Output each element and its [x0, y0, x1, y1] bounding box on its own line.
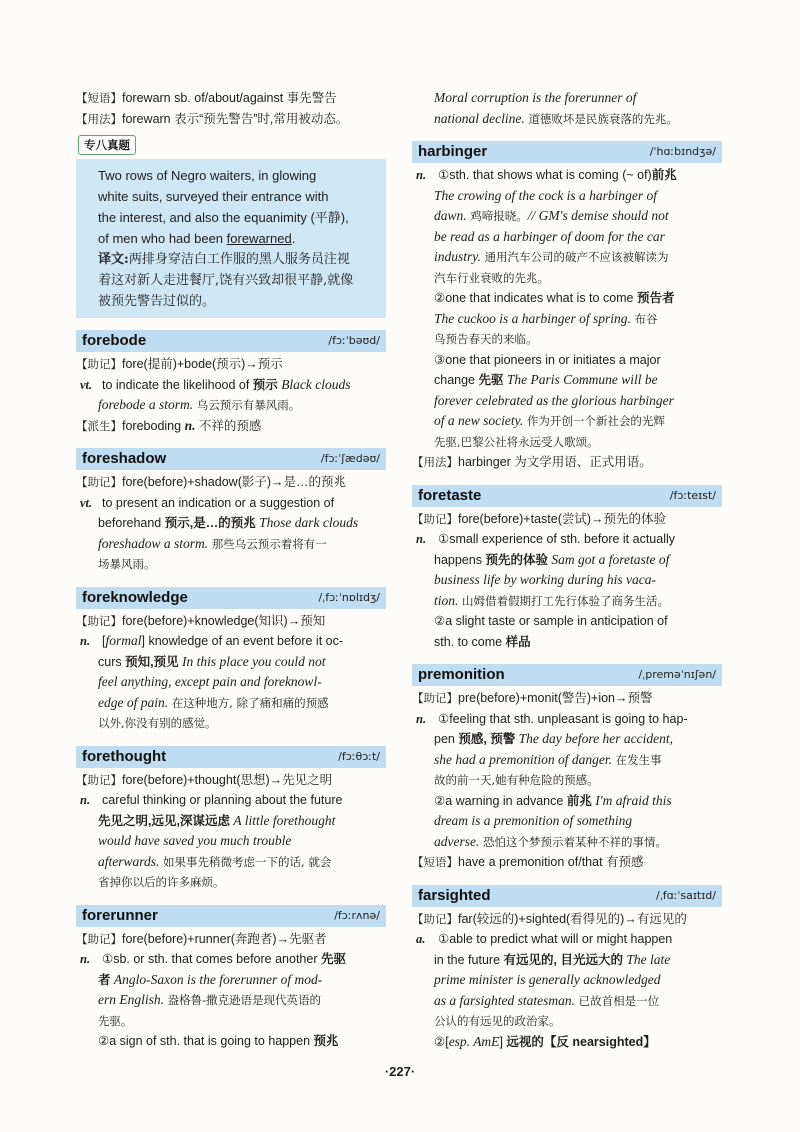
- definition-cn: 预示,是…的预兆: [164, 516, 256, 530]
- example-line: feel anything, except pain and foreknowl-: [98, 674, 322, 689]
- example-cn: 在这种地方, 除了痛和痛的预感: [168, 695, 329, 710]
- usage-text: forewarn 表示“预先警告”时,常用被动态。: [122, 111, 349, 126]
- example-cn-line: 场暴风雨。: [98, 557, 156, 571]
- example-text: national decline.: [434, 110, 525, 126]
- example-cn-line: 先驱。: [98, 1013, 133, 1028]
- example-cn: 作为开创一个新社会的光辉: [523, 414, 665, 428]
- example-cn: 通用汽车公司的破产不应该被解读为: [480, 250, 669, 264]
- phonetic: /ˌpreməˈnɪʃən/: [638, 668, 716, 681]
- phrase-text: have a premonition of/that 有预感: [458, 855, 644, 869]
- phrase-tag: 【短语】: [412, 855, 458, 869]
- definition-line: [76, 811, 386, 832]
- definition-text: ①able to predict what will or might happen: [438, 932, 673, 946]
- part-of-speech: n.: [416, 168, 427, 182]
- example-text: Anglo-Saxon is the forerunner of mod-: [110, 971, 323, 987]
- mnemonic-line: [412, 909, 722, 930]
- headword: foreknowledge: [82, 588, 188, 606]
- entry-header-foretaste: [412, 485, 722, 507]
- definition-line: [76, 1031, 386, 1052]
- definition-text: ] knowledge of an event before it oc-: [141, 634, 344, 648]
- definition-text: ①small experience of sth. before it actually: [438, 532, 676, 546]
- example-cn: 鸡啼报晓。: [466, 209, 528, 223]
- example-text: afterwards.: [98, 853, 160, 869]
- part-of-speech: vt.: [80, 377, 93, 392]
- definition-line: [76, 949, 386, 970]
- definition-line: [412, 929, 722, 950]
- example-line: be read as a harbinger of doom for the car: [434, 228, 665, 244]
- mnemonic-text: fore(before)+knowledge(知识)→预知: [122, 613, 326, 628]
- part-of-speech: n.: [80, 634, 91, 648]
- mnemonic-tag: 【助记】: [412, 691, 458, 705]
- example-text: The late: [622, 951, 671, 967]
- example-line: [412, 991, 722, 1012]
- quiz-line: Two rows of Negro waiters, in glowing: [98, 168, 317, 183]
- example-line: [76, 990, 386, 1011]
- mnemonic-line: [76, 611, 386, 632]
- quiz-line: [98, 228, 378, 249]
- example-text: The cuckoo is a harbinger of spring.: [434, 310, 631, 326]
- phonetic: /ˈhɑːbɪndʒə/: [649, 145, 716, 158]
- definition-text: ②a warning in advance: [434, 793, 567, 808]
- example-line: [412, 750, 722, 771]
- definition-line: [412, 370, 722, 391]
- definition-text: sth. to come: [434, 634, 506, 649]
- headword: forethought: [82, 747, 167, 765]
- example-text: ern English.: [98, 992, 164, 1007]
- example-cn-line: 公认的有远见的政治家。: [434, 1014, 561, 1028]
- mnemonic-tag: 【助记】: [76, 931, 122, 946]
- definition-text: ]: [499, 1034, 507, 1049]
- mnemonic-text: fore(before)+shadow(影子)→是…的预兆: [122, 475, 347, 489]
- example-text: Black clouds: [277, 376, 351, 392]
- definition-line: [412, 791, 722, 812]
- entry-header-forebode: [76, 330, 386, 352]
- phonetic: /fɔːˈʃædəʊ/: [320, 452, 380, 465]
- example-cn: 恐怕这个梦预示着某种不祥的事情。: [479, 834, 668, 849]
- mnemonic-tag: 【助记】: [412, 911, 458, 926]
- definition-text: [: [102, 634, 106, 648]
- example-line: [412, 309, 722, 330]
- definition-text: ②a sign of sth. that is going to happen: [98, 1034, 314, 1048]
- part-of-speech: n.: [184, 417, 196, 433]
- entry-header-premonition: [412, 664, 722, 686]
- definition-line: [412, 950, 722, 971]
- definition-text: ②[: [434, 1034, 449, 1049]
- definition-cn: 者: [98, 972, 111, 987]
- translation-text: 两排身穿洁白工作服的黑人服务员注视: [128, 252, 350, 267]
- definition-cn: 预先的体验: [485, 552, 548, 567]
- usage-line: [76, 109, 386, 130]
- usage-tag: 【用法】: [76, 111, 122, 126]
- definition-cn: 预知,预见: [125, 654, 179, 669]
- example-line: The crowing of the cock is a harbinger of: [434, 187, 657, 203]
- definition-cn: 先驱: [478, 373, 504, 387]
- example-cn: 山姆借着假期打工先行体验了商务生活。: [458, 593, 670, 608]
- part-of-speech: n.: [416, 532, 427, 546]
- definition-cn: 预兆: [313, 1034, 339, 1048]
- mnemonic-text: fore(before)+thought(思想)→先见之明: [122, 772, 333, 787]
- definition-cn: 远视的【反 nearsighted】: [506, 1034, 656, 1049]
- phonetic: /fɔːrʌnə/: [334, 908, 380, 922]
- quiz-translation: [98, 249, 378, 270]
- example-cn: 乌云预示有暴风雨。: [193, 398, 301, 412]
- exam-quiz-box: [76, 135, 386, 318]
- example-cn-line: 鸟预告春天的来临。: [434, 332, 538, 346]
- headword: premonition: [418, 666, 505, 683]
- example-cn-line: 省掉你以后的许多麻烦。: [98, 875, 225, 889]
- example-text: adverse.: [434, 833, 480, 849]
- definition-line: [412, 288, 722, 309]
- example-line: [76, 693, 386, 714]
- entry-header-forerunner: [76, 905, 386, 927]
- example-cn: 已故首相是一位: [575, 993, 660, 1008]
- definition-text: ①sth. that shows what is coming (~ of): [438, 168, 652, 182]
- derivative-tag: 【派生】: [76, 418, 122, 433]
- definition-text: beforehand: [98, 516, 165, 530]
- definition-text: ①sb. or sth. that comes before another: [102, 952, 321, 966]
- example-line: Moral corruption is the forerunner of: [434, 90, 637, 105]
- definition-text: happens: [434, 552, 486, 567]
- example-line: [76, 852, 386, 873]
- mnemonic-tag: 【助记】: [76, 772, 122, 787]
- phonetic: /fɔːteɪst/: [669, 488, 716, 502]
- example-text: I'm afraid this: [591, 792, 672, 808]
- part-of-speech: n.: [80, 952, 91, 966]
- example-line: dream is a premonition of something: [434, 813, 633, 828]
- example-text: of a new society.: [434, 413, 524, 428]
- definition-line: [76, 375, 386, 396]
- usage-tag: 【用法】: [412, 455, 458, 469]
- example-line: would have saved you much trouble: [98, 833, 292, 848]
- example-cn: 盎格鲁-撒克逊语是现代英语的: [164, 993, 322, 1007]
- example-text: In this place you could not: [178, 653, 326, 669]
- mnemonic-tag: 【助记】: [412, 511, 458, 526]
- part-of-speech: a.: [416, 932, 426, 946]
- example-text: The day before her accident,: [515, 731, 673, 746]
- definition-line: [76, 652, 386, 673]
- definition-cn: 前兆: [566, 793, 592, 808]
- definition-text: ①feeling that sth. unpleasant is going to hap-: [438, 711, 688, 726]
- phonetic: /ˌfɔːˈnɒlɪdʒ/: [318, 590, 380, 604]
- quiz-line: white suits, surveyed their entrance with: [98, 189, 329, 204]
- example-line: business life by working during his vaca-: [434, 572, 656, 587]
- definition-line: [76, 631, 386, 652]
- example-cn-line: 先驱,巴黎公社将永远受人歌颂。: [434, 434, 599, 449]
- mnemonic-text: fore(提前)+bode(预示)→预示: [122, 357, 283, 371]
- example-cn: 道德败坏是民族衰落的先兆。: [524, 111, 678, 126]
- example-line: [76, 534, 386, 555]
- mnemonic-line: [76, 354, 386, 375]
- phonetic: /ˌfɑːˈsaɪtɪd/: [656, 888, 716, 902]
- mnemonic-line: [76, 929, 386, 950]
- headword: foreshadow: [82, 450, 167, 467]
- derivative-cn: 不祥的预感: [195, 418, 262, 433]
- example-line: [412, 206, 722, 227]
- quiz-label: 专八真题: [78, 135, 136, 155]
- definition-text: in the future: [434, 952, 504, 967]
- definition-cn: 前兆: [651, 168, 677, 182]
- example-line: [76, 395, 386, 416]
- definition-line: [412, 165, 722, 186]
- definition-text: to present an indication or a suggestion of: [102, 495, 335, 510]
- usage-line: [412, 452, 722, 473]
- definition-line: [76, 790, 386, 811]
- phrase-tag: 【短语】: [76, 91, 122, 105]
- example-line: [412, 591, 722, 612]
- register-label: esp. AmE: [448, 1033, 500, 1049]
- example-text: she had a premonition of danger.: [434, 751, 612, 767]
- entry-header-foreshadow: [76, 448, 386, 470]
- left-column: [76, 88, 386, 1052]
- example-cn-line: 汽车行业衰败的先兆。: [434, 270, 549, 285]
- definition-line: [412, 709, 722, 730]
- headword: foretaste: [418, 486, 482, 504]
- mnemonic-text: fore(before)+runner(奔跑者)→先驱者: [122, 931, 327, 946]
- phonetic: /fɔːθɔːt/: [338, 749, 380, 763]
- quiz-text: of men who had been: [98, 231, 227, 246]
- example-cn: 如果事先稍微考虑一下的话, 就会: [159, 854, 332, 869]
- definition-cn: 预感, 预警: [458, 732, 516, 746]
- phrase-line: [412, 852, 722, 873]
- quiz-underlined-word: forewarned: [226, 231, 292, 246]
- quiz-translation: 着这对新人走进餐厅,饶有兴致却很平静,就像: [98, 273, 354, 288]
- phrase-text: forewarn sb. of/about/against 事先警告: [122, 91, 337, 105]
- mnemonic-tag: 【助记】: [76, 357, 122, 371]
- example-line: [412, 411, 722, 432]
- entry-header-harbinger: [412, 141, 722, 163]
- definition-text: ②one that indicates what is to come: [434, 291, 637, 305]
- definition-line: [412, 529, 722, 550]
- derivative-word: foreboding: [122, 418, 185, 433]
- headword: harbinger: [418, 143, 488, 160]
- phrase-line: [76, 88, 386, 109]
- example-text: foreshadow a storm.: [98, 535, 209, 551]
- example-text: A little forethought: [229, 812, 336, 828]
- mnemonic-tag: 【助记】: [76, 613, 122, 628]
- definition-cn: 预告者: [636, 291, 675, 305]
- definition-line: [412, 729, 722, 750]
- part-of-speech: vt.: [80, 495, 93, 510]
- mnemonic-line: [412, 688, 722, 709]
- mnemonic-line: [76, 472, 386, 493]
- definition-line: [412, 632, 722, 653]
- definition-cn: 先见之明,远见,深谋远虑: [98, 813, 230, 828]
- quiz-translation: 被预先警告过似的。: [98, 294, 216, 309]
- headword: forebode: [82, 332, 147, 349]
- definition-cn: 有远见的, 目光远大的: [503, 952, 623, 967]
- definition-line: ③one that pioneers in or initiates a major: [434, 352, 661, 367]
- example-text: dawn.: [434, 208, 467, 223]
- quiz-text: .: [291, 231, 296, 246]
- entry-header-foreknowledge: [76, 587, 386, 609]
- definition-line: ②a slight taste or sample in anticipation of: [434, 614, 668, 628]
- definition-text: careful thinking or planning about the future: [102, 793, 343, 807]
- translation-label: 译文:: [98, 252, 129, 267]
- example-line: [412, 109, 722, 130]
- right-column: [412, 88, 722, 1052]
- example-cn-line: 故的前一天,她有种危险的预感。: [434, 773, 599, 787]
- phonetic: /fɔːˈbəʊd/: [328, 334, 380, 347]
- mnemonic-line: [412, 509, 722, 530]
- example-cn-line: 以外,你没有别的感觉。: [98, 716, 217, 730]
- mnemonic-text: pre(before)+monit(警告)+ion→预警: [458, 691, 653, 705]
- example-text: The Paris Commune will be: [503, 372, 658, 387]
- mnemonic-text: fore(before)+taste(尝试)→预先的体验: [458, 511, 667, 526]
- quiz-body: [76, 159, 386, 318]
- definition-line: [76, 493, 386, 514]
- example-line: [412, 832, 722, 853]
- entry-header-forethought: [76, 746, 386, 768]
- headword: farsighted: [418, 886, 491, 904]
- quiz-line: the interest, and also the equanimity (平静),: [98, 210, 349, 225]
- example-cn: 布谷: [630, 311, 658, 326]
- part-of-speech: n.: [416, 711, 427, 726]
- part-of-speech: n.: [80, 793, 91, 807]
- mnemonic-line: [76, 770, 386, 791]
- example-text: tion.: [434, 592, 459, 608]
- definition-text: pen: [434, 732, 459, 746]
- definition-cn: 样品: [505, 634, 531, 649]
- definition-line: [412, 1032, 722, 1053]
- definition-line: [76, 513, 386, 534]
- derivative-line: [76, 416, 386, 437]
- example-text: Sam got a foretaste of: [547, 551, 670, 567]
- example-text: edge of pain.: [98, 694, 169, 710]
- register-label: formal: [105, 633, 142, 648]
- example-cn: 在发生事: [612, 752, 662, 767]
- example-text: as a farsighted statesman.: [434, 992, 576, 1008]
- example-text: industry.: [434, 249, 481, 264]
- example-line: [412, 247, 722, 268]
- usage-text: harbinger 为文学用语、正式用语。: [458, 455, 652, 469]
- example-line: prime minister is generally acknowledged: [434, 972, 661, 987]
- headword: forerunner: [82, 906, 158, 924]
- example-text: // GM's demise should not: [527, 208, 669, 223]
- mnemonic-text: far(较远的)+sighted(看得见的)→有远见的: [458, 911, 687, 926]
- definition-cn: 预示: [252, 377, 278, 392]
- example-cn: 那些乌云预示着将有一: [208, 536, 327, 551]
- example-text: forebode a storm.: [98, 397, 194, 412]
- example-text: Those dark clouds: [255, 515, 359, 530]
- definition-text: change: [434, 373, 479, 387]
- definition-cn: 先驱: [320, 952, 346, 966]
- definition-line: [76, 970, 386, 991]
- example-line: forever celebrated as the glorious harbinger: [434, 392, 674, 408]
- definition-text: to indicate the likelihood of: [102, 377, 253, 392]
- page-number: ·227·: [384, 1064, 416, 1079]
- definition-line: [412, 550, 722, 571]
- mnemonic-tag: 【助记】: [76, 475, 122, 489]
- definition-text: curs: [98, 654, 126, 669]
- entry-header-farsighted: [412, 885, 722, 907]
